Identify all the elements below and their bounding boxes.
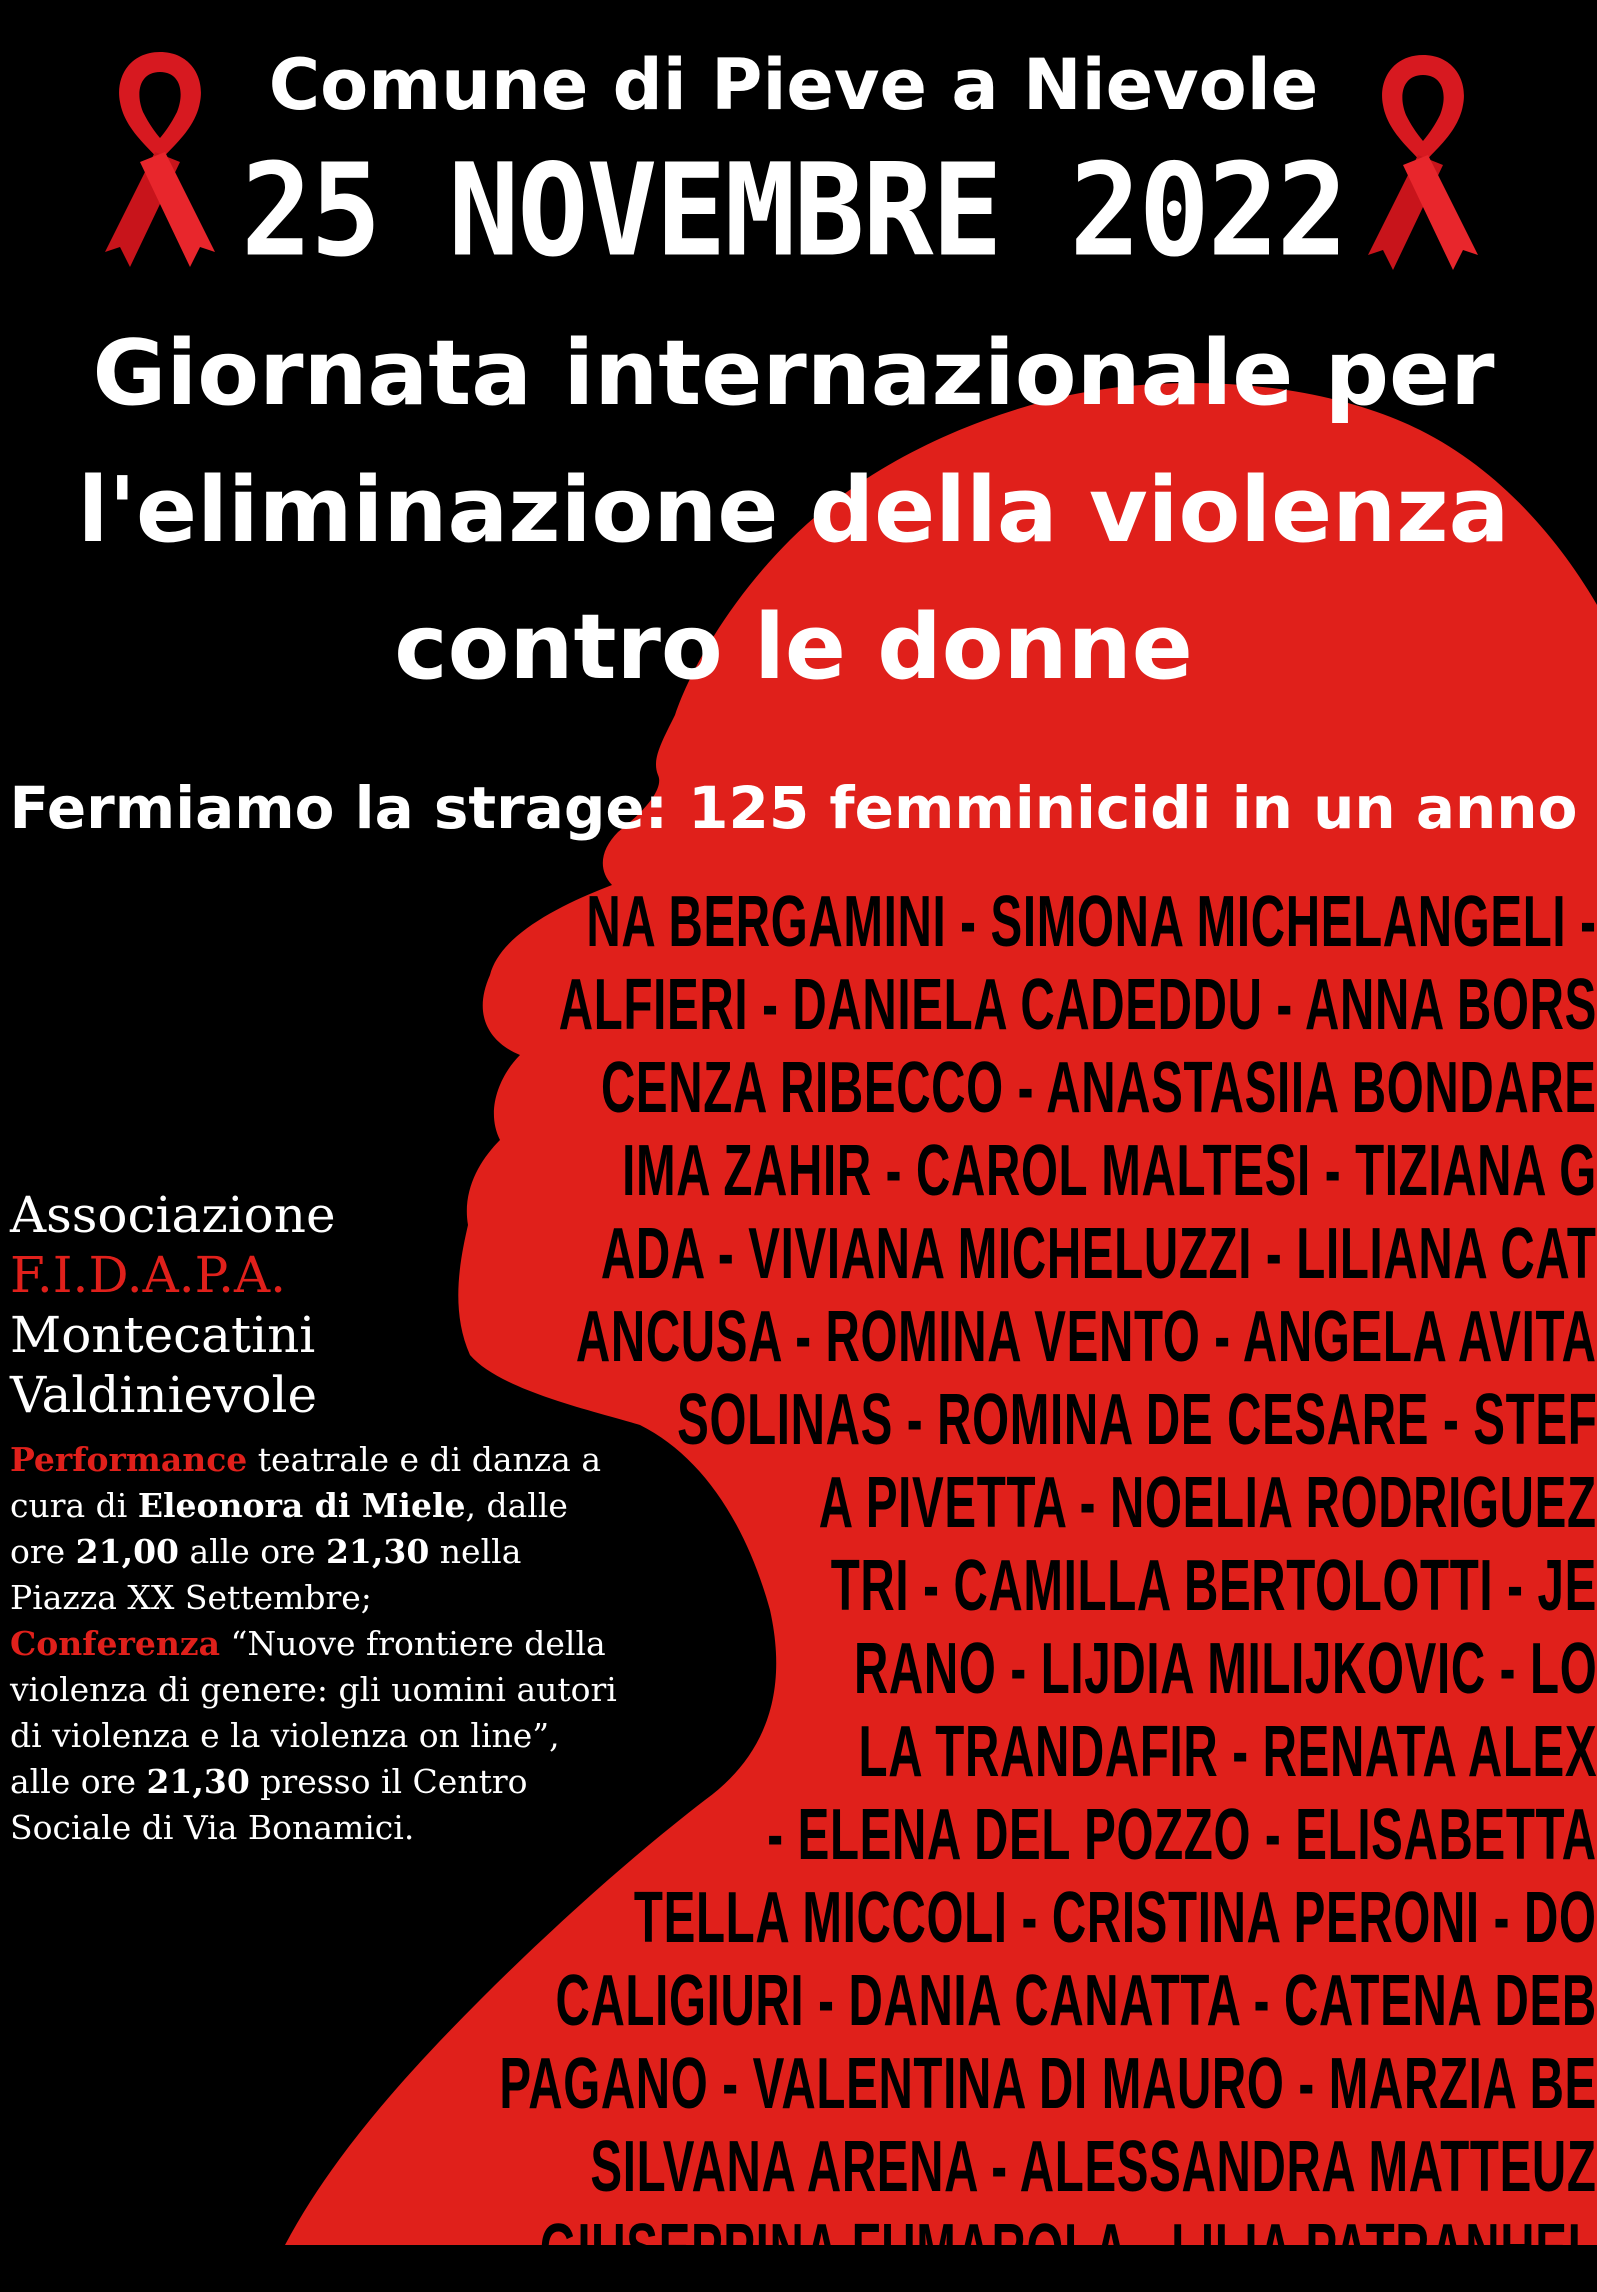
victim-names-line: PAGANO - VALENTINA DI MAURO - MARZIA BE [499, 2044, 1597, 2124]
victim-names-line: GIUSEPPINA FUMAROLA - LILIA PATRANHEL [539, 2210, 1597, 2290]
victim-names-line: RANO - LIJDIA MILIJKOVIC - LO [853, 1629, 1597, 1709]
victim-names-line: ADA - VIVIANA MICHELUZZI - LILIANA CAT [601, 1214, 1597, 1294]
victim-names-line: IMA ZAHIR - CAROL MALTESI - TIZIANA G [622, 1131, 1597, 1211]
performance-start-time: 21,00 [75, 1532, 180, 1571]
main-title-line-2: l'eliminazione della violenza [77, 458, 1510, 563]
conference-time: 21,30 [146, 1762, 250, 1801]
association-line-4: Valdinievole [10, 1366, 318, 1424]
program-text [10, 1437, 620, 1851]
performance-label: Performance [10, 1440, 248, 1479]
performance-end-time: 21,30 [325, 1532, 430, 1571]
performance-text-2: , dalle ore [10, 1486, 568, 1571]
performer-name: Eleonora di Miele [137, 1486, 466, 1525]
association-line-1: Associazione [10, 1186, 336, 1244]
victim-names-line: NA BERGAMINI - SIMONA MICHELANGELI - [586, 882, 1597, 962]
victim-names-line: A PIVETTA - NOELIA RODRIGUEZ [819, 1463, 1597, 1543]
event-date: 25 NOVEMBRE 2022 [241, 135, 1346, 285]
victim-names-line: SOLINAS - ROMINA DE CESARE - STEF [676, 1380, 1597, 1460]
victim-names-line: ALFIERI - DANIELA CADEDDU - ANNA BORS [558, 965, 1597, 1045]
conference-text-2: presso il Centro Sociale di Via Bonamici. [10, 1762, 528, 1847]
victim-names-line: TELLA MICCOLI - CRISTINA PERONI - DO [634, 1878, 1597, 1958]
victim-names-line: SILVANA ARENA - ALESSANDRA MATTEUZ [590, 2127, 1597, 2207]
victim-names-line: - ELENA DEL POZZO - ELISABETTA [767, 1795, 1597, 1875]
victim-names-line: LA TRANDAFIR - RENATA ALEX [858, 1712, 1597, 1792]
performance-text-3: alle ore [179, 1532, 326, 1571]
association-acronym: F.I.D.A.P.A. [10, 1246, 287, 1304]
victim-names-line: ANCUSA - ROMINA VENTO - ANGELA AVITA [576, 1297, 1597, 1377]
association-name [10, 1185, 470, 1425]
main-title [20, 305, 1567, 716]
subtitle: Fermiamo la strage: 125 femminicidi in un anno [9, 774, 1578, 842]
victim-names-line: TRI - CAMILLA BERTOLOTTI - JE [830, 1546, 1597, 1626]
conference-text-1: “Nuove frontiere della violenza di genere: gli uomini autori di violenza e la violenza on line”, alle ore [10, 1624, 617, 1801]
conference-label: Conferenza [10, 1624, 220, 1663]
victim-names-line: CALIGIURI - DANIA CANATTA - CATENA DEB [555, 1961, 1597, 2041]
performance-text-1: teatrale e di danza a cura di [10, 1440, 601, 1525]
main-title-line-3: contro le donne [394, 595, 1193, 700]
main-title-line-1: Giornata internazionale per [92, 321, 1495, 426]
victim-names-line: CENZA RIBECCO - ANASTASIIA BONDARE [601, 1048, 1597, 1128]
association-line-3: Montecatini [10, 1306, 316, 1364]
performance-text-4: nella Piazza XX Settembre; [10, 1532, 522, 1617]
municipality-title: Comune di Pieve a Nievole [268, 44, 1319, 126]
